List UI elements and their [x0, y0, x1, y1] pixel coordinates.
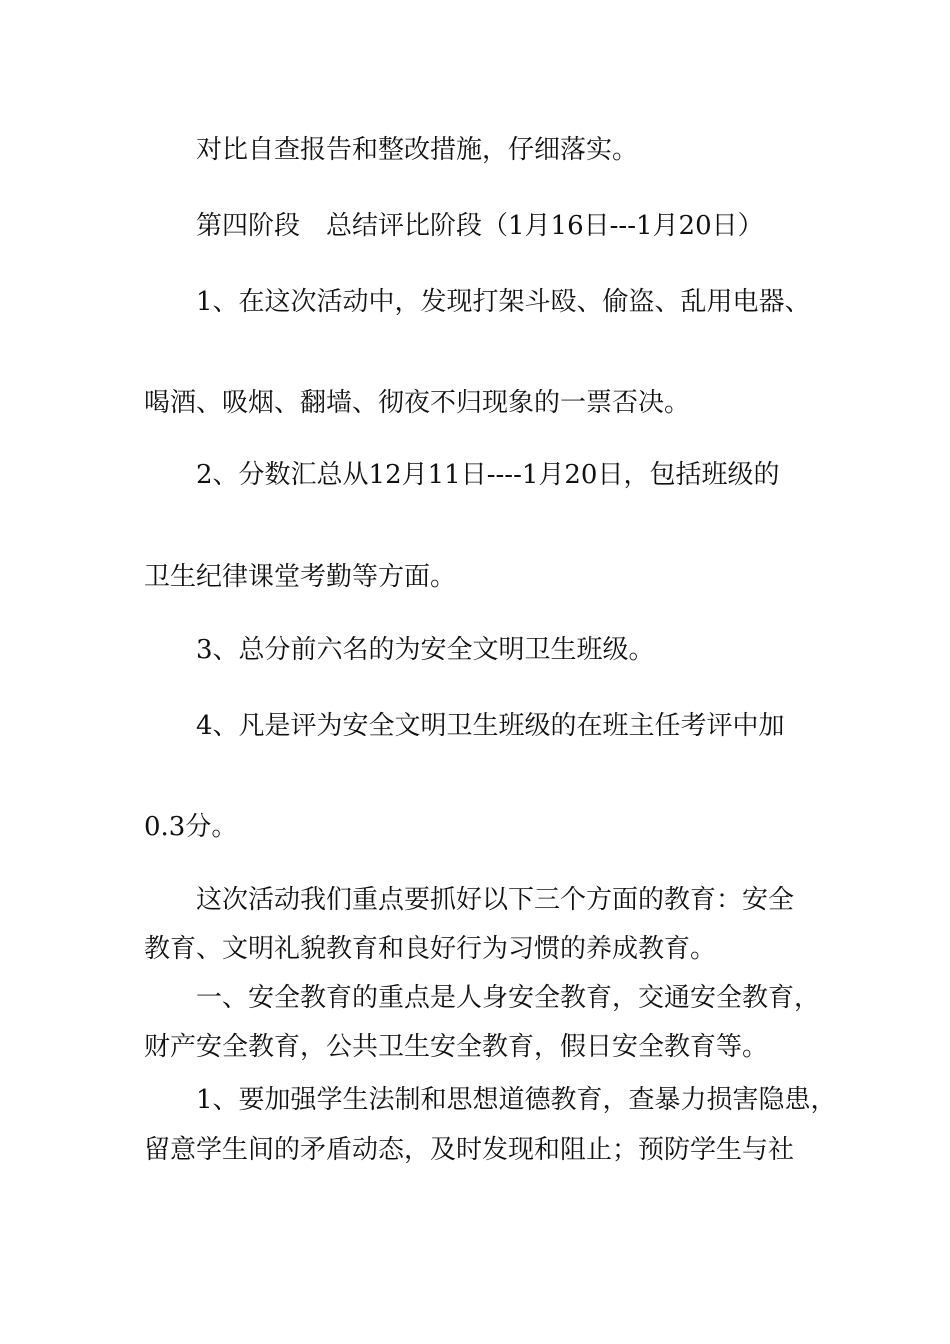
paragraph-line: 2、分数汇总从12月11日----1月20日，包括班级的 — [196, 460, 780, 490]
paragraph-line: 留意学生间的矛盾动态，及时发现和阻止；预防学生与社 — [144, 1135, 795, 1165]
section-heading: 第四阶段 总结评比阶段（1月16日---1月20日） — [196, 211, 764, 241]
paragraph-line: 1、要加强学生法制和思想道德教育，查暴力损害隐患， — [196, 1085, 837, 1115]
paragraph-line: 4、凡是评为安全文明卫生班级的在班主任考评中加 — [196, 711, 785, 741]
paragraph-line: 3、总分前六名的为安全文明卫生班级。 — [196, 635, 655, 665]
paragraph-line: 教育、文明礼貌教育和良好行为习惯的养成教育。 — [144, 934, 717, 964]
paragraph-line: 卫生纪律课堂考勤等方面。 — [144, 562, 457, 592]
paragraph-line: 这次活动我们重点要抓好以下三个方面的教育：安全 — [196, 885, 795, 915]
paragraph-line: 财产安全教育，公共卫生安全教育，假日安全教育等。 — [144, 1032, 769, 1062]
paragraph-line: 喝酒、吸烟、翻墙、彻夜不归现象的一票否决。 — [144, 388, 691, 418]
paragraph-line: 0.3分。 — [144, 812, 238, 842]
paragraph-line: 一、安全教育的重点是人身安全教育，交通安全教育， — [196, 983, 821, 1013]
paragraph-line: 1、在这次活动中，发现打架斗殴、偷盗、乱用电器、 — [196, 287, 811, 317]
paragraph-line: 对比自查报告和整改措施，仔细落实。 — [196, 135, 639, 165]
